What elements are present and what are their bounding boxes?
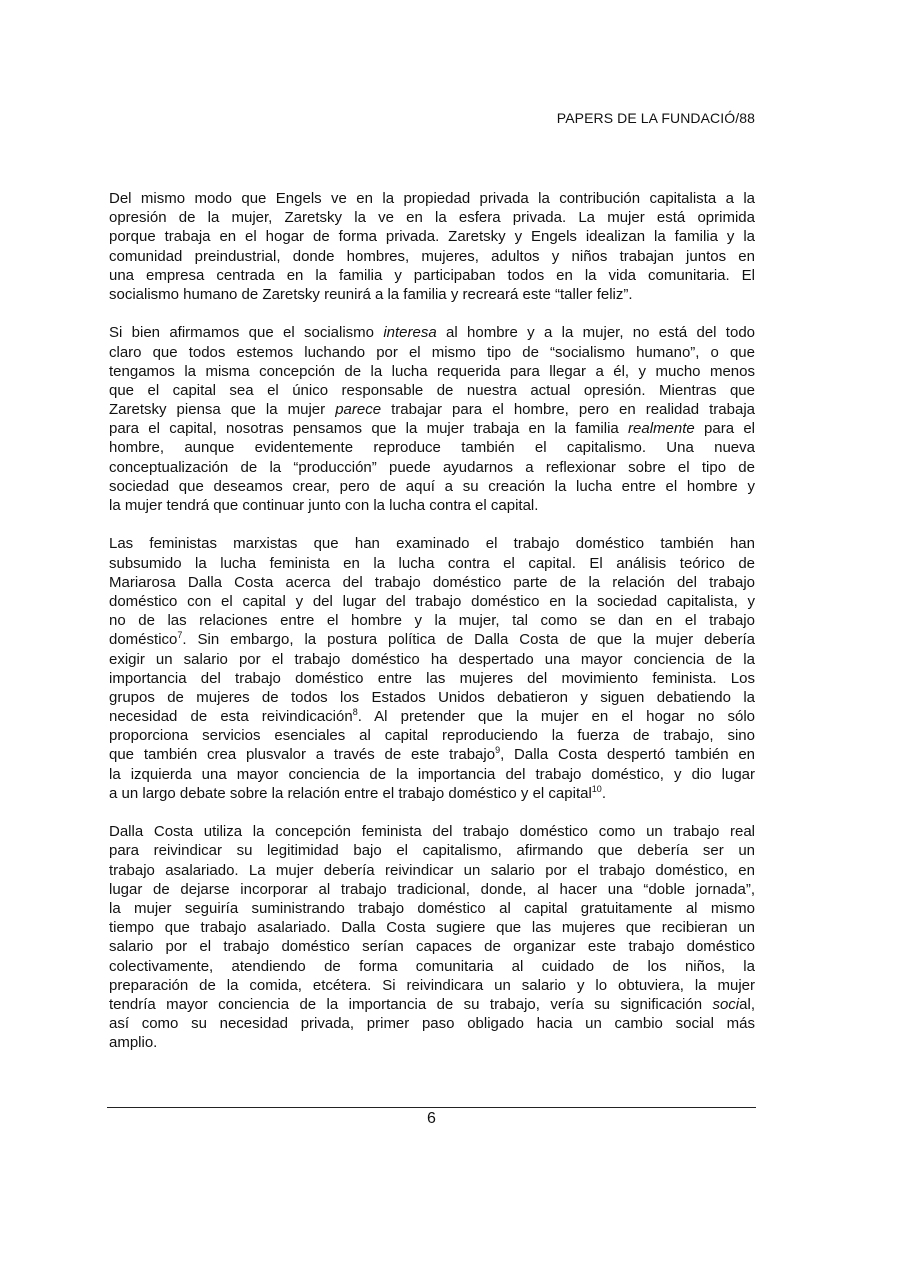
- text-run: lugar de dejarse incorporar al trabajo tradicional, donde, al hacer una “doble jornada”,: [109, 880, 755, 898]
- italic-text: soci: [712, 995, 740, 1013]
- text-line: [109, 227, 755, 246]
- text-line: [109, 784, 755, 803]
- text-run: , Dalla Costa despertó también en: [500, 746, 756, 764]
- text-run: Mariarosa Dalla Costa acerca del trabajo doméstico parte de la relación del trabajo: [109, 573, 755, 591]
- text-run: sociedad que deseamos crear, pero de aquí a su creación la lucha entre el hombre y: [109, 477, 755, 495]
- text-line: [109, 1033, 755, 1052]
- text-line: [109, 208, 755, 227]
- text-line: [109, 707, 755, 726]
- text-run: Si bien afirmamos que el socialismo: [109, 324, 384, 342]
- italic-text: parece: [335, 401, 382, 419]
- text-run: que también crea plusvalor a través de este trabajo: [109, 746, 496, 764]
- text-run: trabajar para el hombre, pero en realidad trabaja: [381, 401, 755, 419]
- text-line: [109, 745, 755, 764]
- footnote-reference: 8: [352, 707, 358, 718]
- footnote-reference: 10: [591, 783, 602, 794]
- text-run: la mujer seguiría suministrando trabajo doméstico al capital gratuitamente al mismo: [109, 899, 755, 917]
- text-run: al,: [739, 995, 755, 1013]
- text-run: hombre, aunque evidentemente reproduce también el capitalismo. Una nueva: [109, 439, 755, 457]
- text-line: [109, 381, 755, 400]
- text-run: conceptualización de la “producción” puede ayudarnos a reflexionar sobre el tipo de: [109, 458, 755, 476]
- text-line: [109, 1014, 755, 1033]
- text-run: a un largo debate sobre la relación entre el trabajo doméstico y el capital: [109, 784, 592, 802]
- text-run: claro que todos estemos luchando por el mismo tipo de “socialismo humano”, o que: [109, 343, 755, 361]
- text-line: [109, 861, 755, 880]
- text-run: Del mismo modo que Engels ve en la propiedad privada la contribución capitalista a la: [109, 190, 755, 207]
- paragraph: [109, 822, 755, 1052]
- page-number: 6: [427, 1110, 436, 1127]
- text-run: al hombre y a la mujer, no está del todo: [436, 324, 755, 342]
- text-run: . Sin embargo, la postura política de Dalla Costa de que la mujer debería: [182, 631, 755, 649]
- text-line: [109, 669, 755, 688]
- text-run: grupos de mujeres de todos los Estados Unidos debatieron y siguen debatiendo la: [109, 688, 755, 706]
- paragraph: [109, 534, 755, 803]
- text-run: .: [601, 784, 606, 802]
- text-run: para el: [694, 420, 755, 438]
- text-run: tendría mayor conciencia de la importancia de su trabajo, vería su significación: [109, 995, 713, 1013]
- text-line: [109, 899, 755, 918]
- text-run: una empresa centrada en la familia y participaban todos en la vida comunitaria. El: [109, 266, 755, 284]
- text-line: [109, 918, 755, 937]
- text-line: [109, 534, 755, 553]
- text-run: no de las relaciones entre el hombre y la mujer, tal como se dan en el trabajo: [109, 612, 755, 630]
- text-line: [109, 650, 755, 669]
- text-run: porque trabaja en el hogar de forma privada. Zaretsky y Engels idealizan la familia y la: [109, 228, 755, 246]
- text-line: [109, 976, 755, 995]
- text-line: [109, 726, 755, 745]
- text-run: doméstico con el capital y del lugar del trabajo doméstico en la sociedad capitalista, y: [109, 592, 755, 610]
- text-run: así como su necesidad privada, primer paso obligado hacia un cambio social más: [109, 1015, 755, 1033]
- text-run: para reivindicar su legitimidad bajo el capitalismo, afirmando que debería ser un: [109, 842, 755, 860]
- text-run: opresión de la mujer, Zaretsky la ve en la esfera privada. La mujer está oprimida: [109, 209, 755, 227]
- text-line: [109, 343, 755, 362]
- text-line: [109, 266, 755, 285]
- text-line: [109, 688, 755, 707]
- text-line: [109, 995, 755, 1014]
- text-run: subsumido la lucha feminista en la lucha contra el capital. El análisis teórico de: [109, 554, 755, 572]
- text-line: [109, 189, 755, 208]
- text-run: doméstico: [109, 631, 178, 649]
- text-run: Las feministas marxistas que han examinado el trabajo doméstico también han: [109, 535, 755, 553]
- text-line: [109, 592, 755, 611]
- text-run: necesidad de esta reivindicación: [109, 708, 353, 726]
- text-run: que el capital sea el único responsable de nuestra actual opresión. Mientras que: [109, 381, 755, 399]
- footer-divider: [107, 1107, 756, 1108]
- footnote-reference: 9: [495, 745, 501, 756]
- text-run: exigir un salario por el trabajo doméstico ha despertado una mayor conciencia de la: [109, 650, 755, 668]
- text-run: comunidad preindustrial, donde hombres, mujeres, adultos y niños trabajan juntos en: [109, 247, 755, 265]
- text-line: [109, 957, 755, 976]
- text-run: tengamos la misma concepción de la lucha requerida para llegar a él, y mucho menos: [109, 362, 755, 380]
- text-run: tiempo que trabajo asalariado. Dalla Costa sugiere que las mujeres que recibieran un: [109, 919, 755, 937]
- text-line: [109, 477, 755, 496]
- text-line: [109, 841, 755, 860]
- text-run: preparación de la comida, etcétera. Si reivindicara un salario y lo obtuviera, la mujer: [109, 976, 755, 994]
- italic-text: interesa: [383, 324, 437, 342]
- text-line: [109, 630, 755, 649]
- text-run: proporciona servicios esenciales al capital reproduciendo la fuerza de trabajo, sino: [109, 727, 755, 745]
- paragraph: [109, 189, 755, 304]
- text-run: . Al pretender que la mujer en el hogar no sólo: [357, 708, 755, 726]
- text-run: amplio.: [109, 1034, 158, 1052]
- text-line: [109, 323, 755, 342]
- text-line: [109, 937, 755, 956]
- text-line: [109, 573, 755, 592]
- text-line: [109, 611, 755, 630]
- text-run: socialismo humano de Zaretsky reunirá a la familia y recreará este “taller feliz”.: [109, 285, 633, 303]
- text-line: [109, 362, 755, 381]
- text-line: [109, 419, 755, 438]
- document-body: [109, 189, 755, 1072]
- text-run: salario por el trabajo doméstico serían capaces de organizar este trabajo doméstico: [109, 938, 755, 956]
- paragraph: [109, 323, 755, 515]
- text-run: trabajo asalariado. La mujer debería reivindicar un salario por el trabajo doméstico, en: [109, 861, 755, 879]
- text-line: [109, 247, 755, 266]
- text-line: [109, 765, 755, 784]
- text-run: la mujer tendrá que continuar junto con la lucha contra el capital.: [109, 497, 539, 514]
- text-run: colectivamente, atendiendo de forma comunitaria al cuidado de los niños, la: [109, 957, 755, 975]
- italic-text: realmente: [628, 420, 695, 438]
- text-line: [109, 400, 755, 419]
- footnote-reference: 7: [177, 630, 183, 641]
- text-line: [109, 438, 755, 457]
- text-line: [109, 880, 755, 899]
- running-header: PAPERS DE LA FUNDACIÓ/88: [556, 110, 755, 126]
- text-line: [109, 458, 755, 477]
- text-line: [109, 285, 755, 304]
- text-run: importancia del trabajo doméstico entre las mujeres del movimiento feminista. Los: [109, 669, 755, 687]
- text-run: la izquierda una mayor conciencia de la importancia del trabajo doméstico, y dio lugar: [109, 765, 755, 783]
- text-line: [109, 496, 755, 515]
- text-line: [109, 554, 755, 573]
- text-run: para el capital, nosotras pensamos que la mujer trabaja en la familia: [109, 420, 629, 438]
- text-line: [109, 822, 755, 841]
- text-run: Dalla Costa utiliza la concepción feminista del trabajo doméstico como un trabajo real: [109, 823, 755, 841]
- text-run: Zaretsky piensa que la mujer: [109, 401, 336, 419]
